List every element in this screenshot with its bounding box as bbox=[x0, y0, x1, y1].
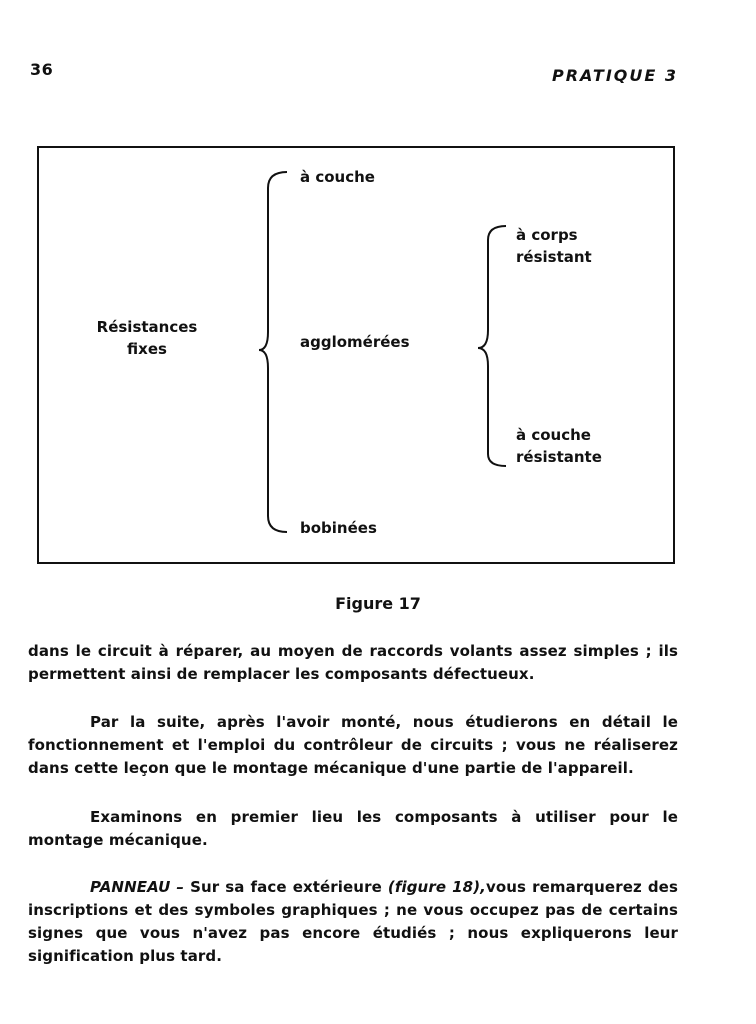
sub-brace-path bbox=[478, 226, 506, 466]
panneau-label: PANNEAU – bbox=[90, 878, 185, 896]
sub-branch-2-line1: à couche bbox=[516, 426, 591, 444]
root-label-line1: Résistances bbox=[96, 318, 198, 336]
figure-18-ref: (figure 18), bbox=[387, 878, 486, 896]
p4-text-b: vous remarquerez des inscriptions et des symboles graphiques ; ne vous occupez pas de certains signes que vous n'avez pas encore étudiés ; nous expliquerons leur signification plus tard. bbox=[28, 878, 678, 965]
paragraph-1 bbox=[28, 640, 678, 686]
sub-branch-2-line2: résistante bbox=[516, 448, 602, 466]
paragraph-2 bbox=[28, 711, 678, 780]
paragraph-4-text bbox=[28, 876, 678, 968]
sub-brace bbox=[472, 222, 512, 472]
p4-text-a: Sur sa face extérieure bbox=[184, 878, 388, 896]
sub-branch-couche-resistante bbox=[516, 424, 602, 468]
sub-branch-1-line1: à corps bbox=[516, 226, 578, 244]
branch-agglomerees: agglomérées bbox=[300, 333, 410, 351]
branch-a-couche: à couche bbox=[300, 168, 375, 186]
paragraph-2-text: Par la suite, après l'avoir monté, nous étudierons en détail le fonctionnement et l'emploi du contrôleur de circuits ; vous ne réaliserez dans cette leçon que le montage mécanique d'une partie de l'appareil. bbox=[28, 713, 678, 777]
main-brace bbox=[255, 168, 295, 538]
paragraph-3-text: Examinons en premier lieu les composants à utiliser pour le montage mécanique. bbox=[28, 808, 678, 849]
figure-caption: Figure 17 bbox=[335, 594, 421, 613]
paragraph-4 bbox=[28, 876, 678, 968]
branch-bobinees: bobinées bbox=[300, 519, 377, 537]
running-title: PRATIQUE 3 bbox=[552, 66, 678, 85]
paragraph-1-text: dans le circuit à réparer, au moyen de raccords volants assez simples ; ils permettent ainsi de remplacer les composants défectueux. bbox=[28, 642, 678, 683]
sub-branch-1-line2: résistant bbox=[516, 248, 592, 266]
page-number: 36 bbox=[30, 60, 54, 79]
root-label-line2: fixes bbox=[127, 340, 167, 358]
sub-branch-corps-resistant bbox=[516, 224, 592, 268]
paragraph-3 bbox=[28, 806, 678, 852]
root-label bbox=[92, 316, 202, 360]
main-brace-path bbox=[259, 172, 287, 532]
